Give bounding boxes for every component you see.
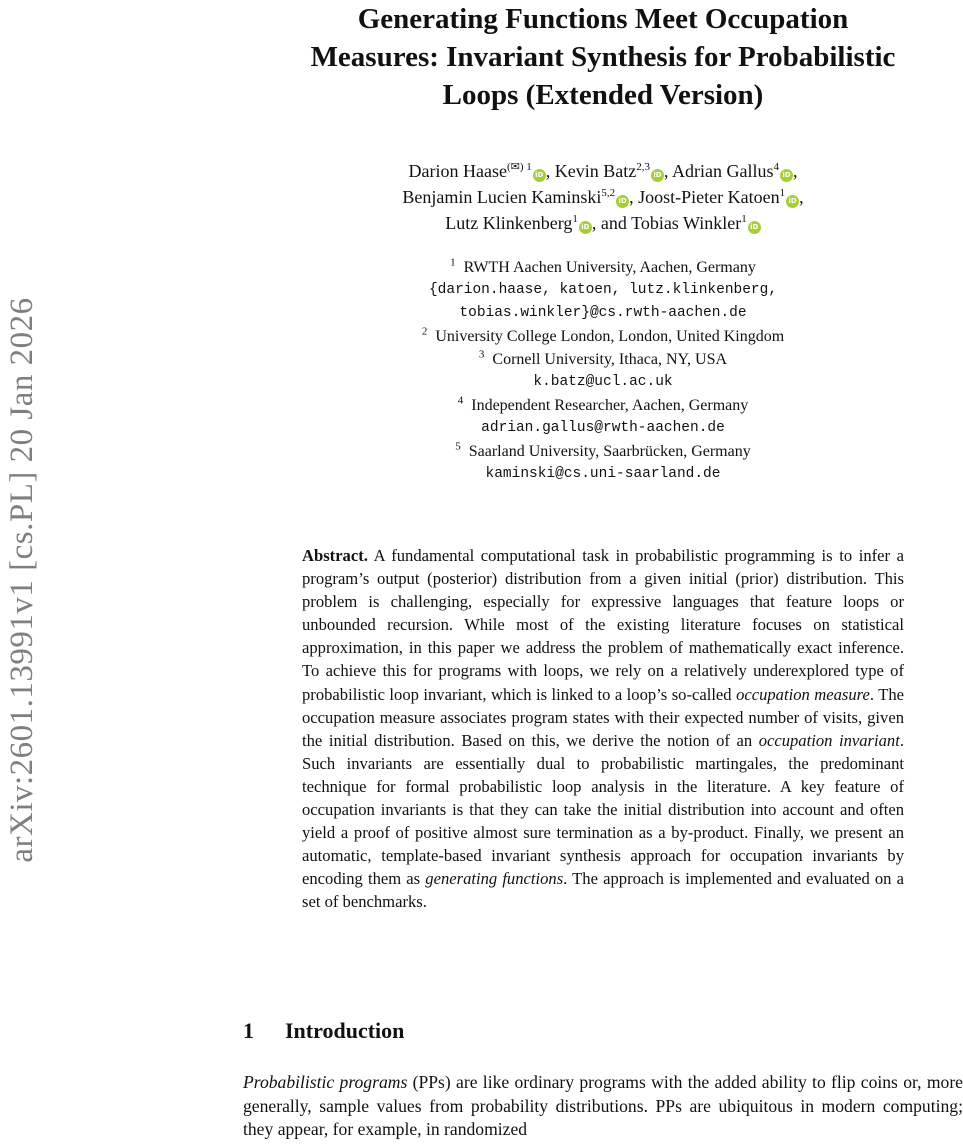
section-title: Introduction [285, 1018, 405, 1043]
abstract-text: . The approach is implemented and evaluated on a set of benchmarks. [302, 869, 904, 912]
affiliation-1 [243, 256, 963, 279]
intro-emphasis: Probabilistic programs [243, 1072, 408, 1092]
affiliation-text: University College London, London, United Kingdom [435, 328, 785, 345]
separator: , [664, 161, 669, 181]
abstract-text: A fundamental computational task in probabilistic programming is to infer a program’s output (posterior) distribution from a given initial (prior) distribution. This problem is challenging, especially for expressive languages that feature loops or unbounded recursion. While most of the existing literature focuses on statistical approximation, in this paper we address the problem of mathematically exact inference. To achieve this for programs with loops, we rely on a relatively underexplored type of probabilistic loop invariant, which is linked to a loop’s so-called [302, 546, 904, 704]
orcid-icon[interactable]: iD [780, 169, 793, 182]
orcid-icon[interactable]: iD [786, 195, 799, 208]
affiliation-4 [243, 394, 963, 417]
author-line-3 [243, 210, 963, 236]
separator: , [799, 187, 804, 207]
paper-title [243, 0, 963, 114]
author-line-2 [243, 184, 963, 210]
author-line-1 [243, 158, 963, 184]
affiliation-number: 3 [478, 348, 485, 361]
affiliation-3 [243, 348, 963, 371]
email-rwth-line-2[interactable]: tobias.winkler}@cs.rwth-aachen.de [459, 305, 747, 321]
author-name: Lutz Klinkenberg [445, 213, 573, 233]
separator: , [629, 187, 634, 207]
author-affil-sup: 2,3 [636, 161, 650, 173]
author-affil-sup: 1 [779, 187, 786, 199]
author-affil-sup: 5,2 [601, 187, 616, 199]
abstract [302, 544, 904, 914]
email-gallus[interactable]: adrian.gallus@rwth-aachen.de [481, 420, 725, 436]
title-line-2: Measures: Invariant Synthesis for Probabilistic [310, 41, 896, 73]
email-kaminski[interactable]: kaminski@cs.uni-saarland.de [485, 466, 721, 482]
affiliation-text: Saarland University, Saarbrücken, Germany [468, 443, 751, 460]
orcid-icon[interactable]: iD [616, 195, 629, 208]
title-line-3: Loops (Extended Version) [442, 79, 764, 111]
section-heading-introduction [243, 1018, 963, 1044]
author-affil-sup: (✉) 1 [506, 161, 532, 173]
separator: , and [591, 213, 627, 233]
author-name: Joost-Pieter Katoen [638, 187, 780, 207]
author-list [243, 158, 963, 236]
abstract-emphasis: occupation invariant [758, 730, 900, 750]
email-rwth-line-1[interactable]: {darion.haase, katoen, lutz.klinkenberg, [428, 282, 778, 298]
separator: , [793, 161, 798, 181]
abstract-emphasis: generating functions [425, 869, 564, 889]
email-batz[interactable]: k.batz@ucl.ac.uk [533, 374, 673, 390]
affiliation-2 [243, 325, 963, 348]
author-affil-sup: 4 [773, 161, 779, 173]
orcid-icon[interactable]: iD [579, 221, 592, 234]
title-line-1: Generating Functions Meet Occupation [357, 3, 849, 35]
author-affil-sup: 1 [572, 213, 578, 225]
author-name: Adrian Gallus [672, 161, 774, 181]
orcid-icon[interactable]: iD [533, 169, 546, 182]
arxiv-identifier: arXiv:2601.13991v1 [cs.PL] 20 Jan 2026 [4, 297, 40, 863]
separator: , [545, 161, 551, 181]
section-number: 1 [243, 1018, 254, 1043]
abstract-emphasis: occupation measure [736, 684, 870, 704]
author-name: Darion Haase [408, 161, 507, 181]
affiliation-number: 1 [450, 256, 456, 269]
author-affil-sup: 1 [741, 213, 747, 225]
affiliations [243, 256, 963, 486]
author-name: Tobias Winkler [631, 213, 742, 233]
affiliation-text: Cornell University, Ithaca, NY, USA [492, 351, 728, 368]
affiliation-5 [243, 440, 963, 463]
affiliation-text: Independent Researcher, Aachen, Germany [471, 397, 749, 414]
affiliation-number: 4 [457, 394, 464, 407]
intro-paragraph [243, 1071, 963, 1142]
affiliation-number: 2 [421, 325, 428, 338]
affiliation-text: RWTH Aachen University, Aachen, Germany [463, 259, 756, 276]
intro-text: (PPs) are like ordinary programs with the added ability to flip coins or, more generally, sample values from probability distributions. PPs are ubiquitous in modern computing; they appear, for example, in randomized [243, 1072, 963, 1139]
abstract-label: Abstract. [302, 546, 368, 565]
orcid-icon[interactable]: iD [748, 221, 761, 234]
orcid-icon[interactable]: iD [651, 169, 664, 182]
affiliation-number: 5 [455, 440, 461, 453]
abstract-text: . The occupation measure associates program states with their expected number of visits, given the initial distribution. Based on this, we derive the notion of an [302, 684, 904, 750]
author-name: Benjamin Lucien Kaminski [402, 187, 602, 207]
author-name: Kevin Batz [554, 161, 637, 181]
abstract-text: . Such invariants are essentially dual to probabilistic martingales, the predominant technique for formal probabilistic loop analysis in the literature. A key feature of occupation invariants is that they can take the initial distribution into account and often yield a proof of positive almost sure termination as a by-product. Finally, we present an automatic, template-based invariant synthesis approach for occupation invariants by encoding them as [302, 730, 904, 889]
